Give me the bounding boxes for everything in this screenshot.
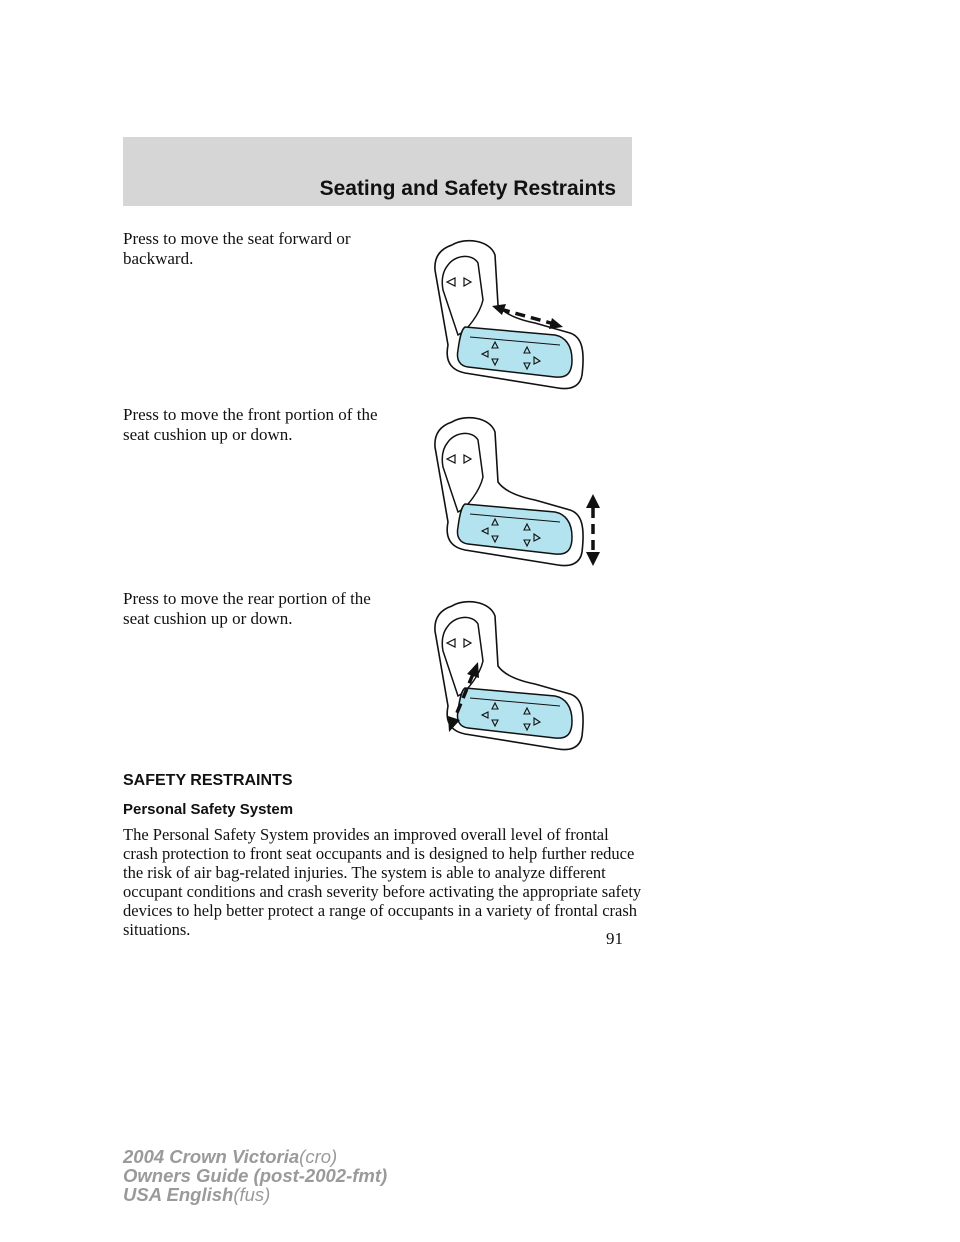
instruction-rear-cushion-up-down: Press to move the rear portion of the seat cushion up or down. <box>123 589 371 628</box>
sub-heading: Personal Safety System <box>123 801 294 818</box>
footer-guide-format: Owners Guide (post-2002-fmt) <box>123 1165 388 1186</box>
document-footer <box>123 1147 387 1204</box>
section-header-title: Seating and Safety Restraints <box>319 177 616 200</box>
footer-language-code: (fus) <box>233 1184 271 1205</box>
footer-model: 2004 Crown Victoria <box>123 1146 300 1167</box>
instruction-front-cushion-up-down: Press to move the front portion of the seat cushion up or down. <box>123 405 378 444</box>
body-paragraph: The Personal Safety System provides an improved overall level of frontal crash protection to front seat occupants and is designed to help further reduce the risk of air bag-related injuries. The system is able to analyze different occupant conditions and crash severity before activating the appropriate safety devices to help better protect a range of occupants in a variety of frontal crash situations. <box>123 825 642 939</box>
seat-front-up-down-arrow-icon <box>420 412 610 572</box>
footer-language: USA English <box>123 1184 234 1205</box>
seat-forward-backward-arrow-icon <box>420 235 600 395</box>
seat-rear-up-down-arrow-icon <box>420 596 600 756</box>
footer-model-code: (cro) <box>299 1146 338 1167</box>
section-header-bar <box>123 137 632 206</box>
instruction-seat-forward-backward: Press to move the seat forward or backward. <box>123 229 351 268</box>
section-heading: SAFETY RESTRAINTS <box>123 772 293 789</box>
page-number: 91 <box>606 929 623 948</box>
